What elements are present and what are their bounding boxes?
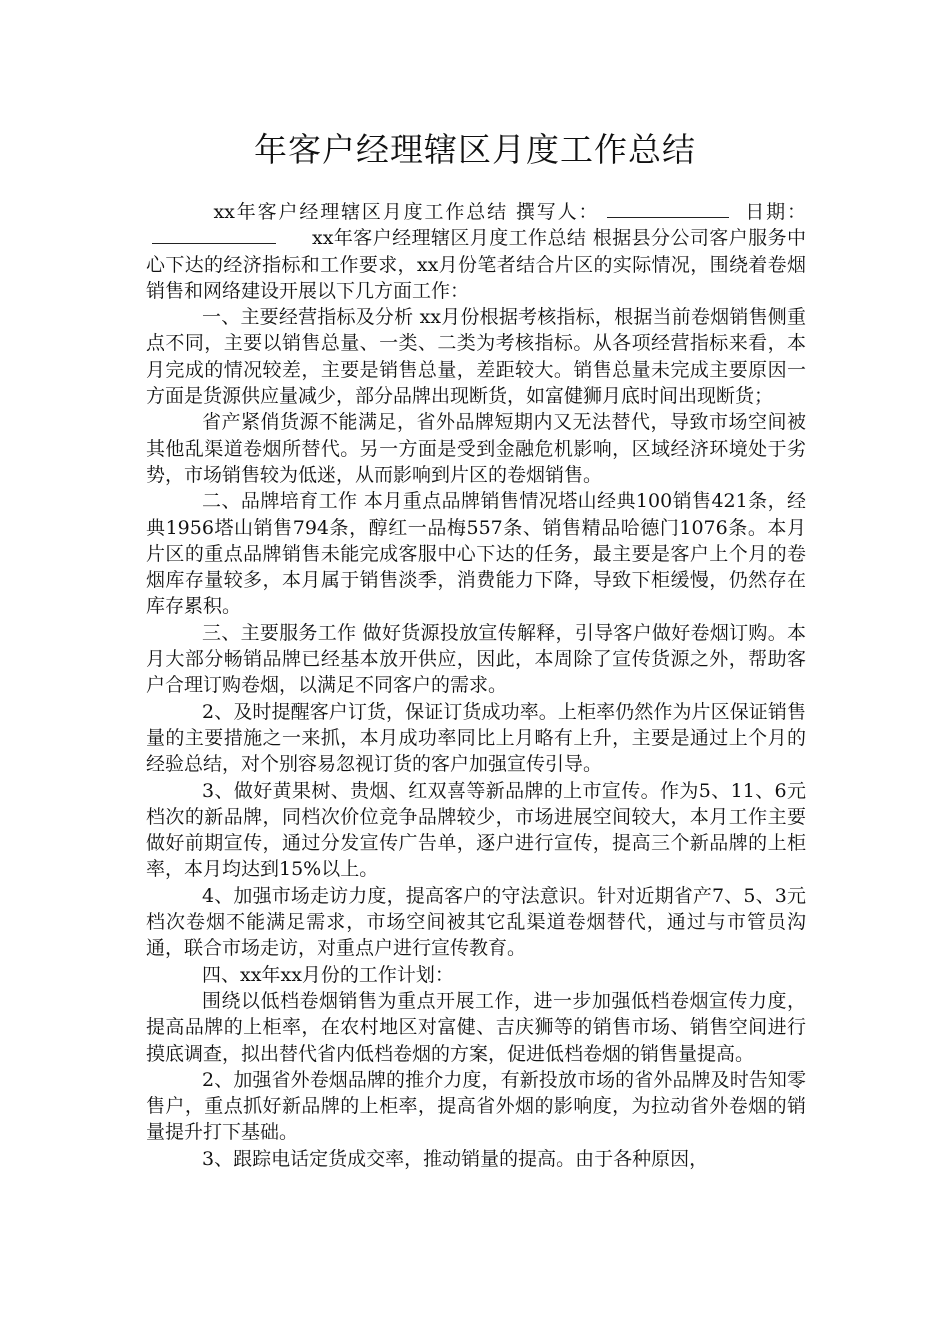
document-title: 年客户经理辖区月度工作总结: [254, 130, 696, 169]
header-author-label: xx年客户经理辖区月度工作总结 撰写人：: [213, 201, 600, 223]
paragraph-3: 二、品牌培育工作 本月重点品牌销售情况塔山经典100销售421条，经典1956塔山销售794条，醇红一品梅557条、销售精品哈德门1076条。本月片区的重点品牌销售未能完成客服中心下达的任务，最主要是客户上个月的卷烟库存量较多，本月属于销售淡季，消费能力下降，导致下柜缓慢，仍然存在库存累积。: [146, 490, 806, 618]
paragraph-10: 2、加强省外卷烟品牌的推介力度，有新投放市场的省外品牌及时告知零售户，重点抓好新品牌的上柜率，提高省外烟的影响度，为拉动省外卷烟的销量提升打下基础。: [146, 1068, 806, 1144]
paragraph-5: 2、及时提醒客户订货，保证订货成功率。上柜率仍然作为片区保证销售量的主要措施之一来抓，本月成功率同比上月略有上升，主要是通过上个月的经验总结，对个别容易忽视订货的客户加强宣传引导。: [146, 700, 806, 776]
paragraph-2: 省产紧俏货源不能满足，省外品牌短期内又无法替代，导致市场空间被其他乱渠道卷烟所替代。另一方面是受到金融危机影响，区域经济环境处于劣势，市场销售较为低迷，从而影响到片区的卷烟销售。: [146, 411, 806, 486]
paragraph-8: 四、xx年xx月份的工作计划：: [202, 963, 454, 986]
paragraph-4: 三、主要服务工作 做好货源投放宣传解释，引导客户做好卷烟订购。本月大部分畅销品牌已经基本放开供应，因此，本周除了宣传货源之外，帮助客户合理订购卷烟，以满足不同客户的需求。: [146, 621, 806, 697]
header-paragraph: [146, 199, 806, 304]
header-intro-text: xx年客户经理辖区月度工作总结 根据县分公司客户服务中心下达的经济指标和工作要求，xx月份笔者结合片区的实际情况，围绕着卷烟销售和网络建设开展以下几方面工作：: [146, 227, 806, 302]
header-date-label: 日期：: [743, 201, 806, 223]
author-blank-line: [607, 199, 729, 218]
paragraph-11: 3、跟踪电话定货成交率，推动销量的提高。由于各种原因，: [202, 1147, 709, 1170]
paragraph-7: 4、加强市场走访力度，提高客户的守法意识。针对近期省产7、5、3元档次卷烟不能满足需求，市场空间被其它乱渠道卷烟替代，通过与市管员沟通，联合市场走访，对重点户进行宣传教育。: [146, 884, 806, 960]
date-blank-line: [152, 225, 276, 244]
paragraph-1: 一、主要经营指标及分析 xx月份根据考核指标，根据当前卷烟销售侧重点不同，主要以销售总量、一类、二类为考核指标。从各项经营指标来看，本月完成的情况较差，主要是销售总量，差距较大。销售总量未完成主要原因一方面是货源供应量减少，部分品牌出现断货，如富健狮月底时间出现断货；: [146, 306, 806, 408]
paragraph-9: 围绕以低档卷烟销售为重点开展工作，进一步加强低档卷烟宣传力度，提高品牌的上柜率，在农村地区对富健、吉庆狮等的销售市场、销售空间进行摸底调查，拟出替代省内低档卷烟的方案，促进低档卷烟的销售量提高。: [146, 989, 806, 1065]
paragraph-6: 3、做好黄果树、贵烟、红双喜等新品牌的上市宣传。作为5、11、6元档次的新品牌，同档次价位竞争品牌较少，市场进展空间较大，本月工作主要做好前期宣传，通过分发宣传广告单，逐户进行宣传，提高三个新品牌的上柜率，本月均达到15%以上。: [146, 779, 806, 881]
document-body: [146, 199, 806, 1172]
